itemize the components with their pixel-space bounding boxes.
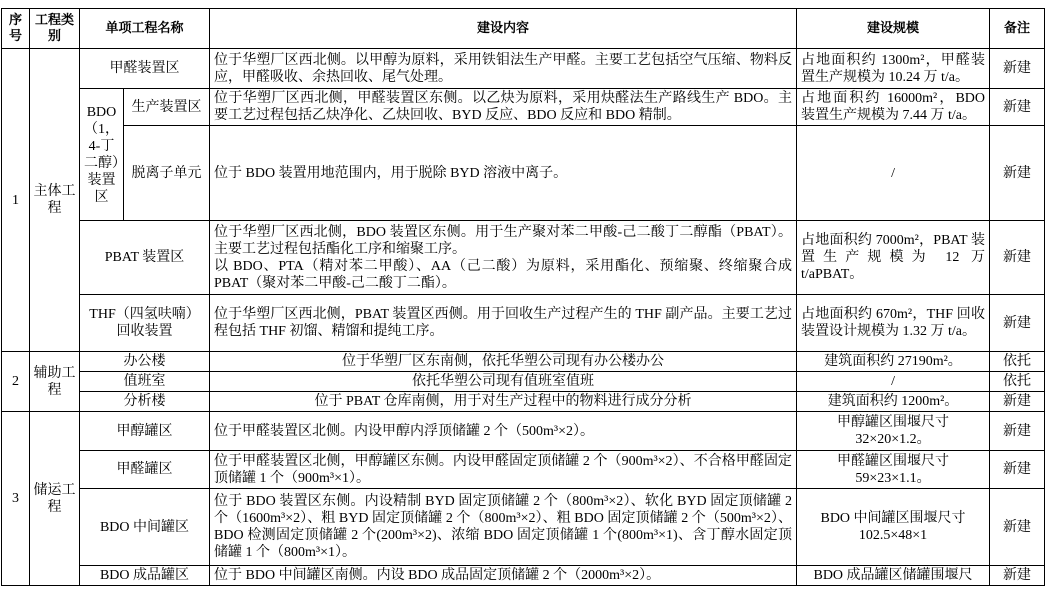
table-row (2, 566, 1045, 586)
project-scale: / (797, 126, 990, 221)
project-name: THF（四氢呋喃）回收装置 (80, 295, 210, 352)
scale-line: 32×20×1.2。 (855, 432, 931, 447)
table-row (2, 49, 1045, 89)
table-row (2, 451, 1045, 489)
project-scale: 建筑面积约 1200m²。 (797, 392, 990, 412)
project-content: 依托华塑公司现有值班室值班 (210, 372, 797, 392)
group-category: 辅助工程 (30, 352, 80, 412)
header-row (2, 9, 1045, 49)
table-row (2, 126, 1045, 221)
project-note: 新建 (990, 392, 1045, 412)
project-scale: BDO 成品罐区储罐围堰尺 (797, 566, 990, 586)
project-composition-table (1, 8, 1045, 586)
project-note: 新建 (990, 412, 1045, 451)
project-content: 位于华塑厂区东南侧，依托华塑公司现有办公楼办公 (210, 352, 797, 372)
header-note: 备注 (990, 9, 1045, 49)
project-note: 新建 (990, 89, 1045, 126)
project-content: 位于华塑厂区西北侧。以甲醇为原料，采用铁钼法生产甲醛。主要工艺包括空气压缩、物料反应，甲醛吸收、余热回收、尾气处理。 (210, 49, 797, 89)
scale-line: 59×23×1.1。 (855, 470, 931, 486)
project-name: BDO 中间罐区 (80, 489, 210, 566)
project-content: 位于华塑厂区西北侧，甲醛装置区东侧。以乙炔为原料，采用炔醛法生产路线生产 BDO。主要工艺过程包括乙炔净化、乙炔回收、BYD 反应、BDO 反应和 BDO 精制。 (210, 89, 797, 126)
project-scale (797, 412, 990, 451)
header-seq: 序号 (2, 9, 30, 49)
group-category: 主体工程 (30, 49, 80, 352)
group-seq: 2 (2, 352, 30, 412)
scale-line: 甲醛罐区围堰尺寸 (837, 453, 950, 469)
project-note: 新建 (990, 221, 1045, 295)
project-scale: 占地面积约 670m²，THF 回收装置设计规模为 1.32 万 t/a。 (797, 295, 990, 352)
table-row (2, 89, 1045, 126)
project-scale (797, 489, 990, 566)
project-content (210, 221, 797, 295)
table-row (2, 372, 1045, 392)
project-note: 新建 (990, 49, 1045, 89)
project-scale: 占地面积约 16000m²，BDO 装置生产规模为 7.44 万 t/a。 (797, 89, 990, 126)
scale-line: 102.5×48×1 (858, 528, 928, 543)
header-scale: 建设规模 (797, 9, 990, 49)
project-note: 新建 (990, 566, 1045, 586)
project-name: 甲醛装置区 (80, 49, 210, 89)
header-name: 单项工程名称 (80, 9, 210, 49)
table-row (2, 221, 1045, 295)
table-row (2, 352, 1045, 372)
header-content: 建设内容 (210, 9, 797, 49)
project-scale: / (797, 372, 990, 392)
project-scale: 占地面积约 1300m²，甲醛装置生产规模为 10.24 万 t/a。 (797, 49, 990, 89)
project-scale: 建筑面积约 27190m²。 (797, 352, 990, 372)
subgroup-name: BDO（1，4-丁二醇）装置区 (80, 89, 124, 221)
project-note: 依托 (990, 372, 1045, 392)
table-row (2, 489, 1045, 566)
project-scale (797, 451, 990, 489)
project-name: 脱离子单元 (124, 126, 210, 221)
group-seq: 1 (2, 49, 30, 352)
project-content: 位于甲醛装置区北侧。内设甲醇内浮顶储罐 2 个（500m³×2）。 (210, 412, 797, 451)
project-name: BDO 成品罐区 (80, 566, 210, 586)
project-note: 新建 (990, 451, 1045, 489)
scale-line: BDO 中间罐区围堰尺寸 (820, 511, 966, 526)
group-category: 储运工程 (30, 412, 80, 586)
content-line: 位于华塑厂区西北侧，BDO 装置区东侧。用于生产聚对苯二甲酸-己二酸丁二醇酯（PBAT）。主要工艺过程包括酯化工序和缩聚工序。 (214, 224, 793, 257)
project-note: 新建 (990, 126, 1045, 221)
project-content: 位于甲醛装置区北侧，甲醇罐区东侧。内设甲醛固定顶储罐 2 个（900m³×2）、不合格甲醛固定顶储罐 1 个（900m³×1）。 (210, 451, 797, 489)
project-note: 新建 (990, 295, 1045, 352)
table-row (2, 295, 1045, 352)
project-name: 甲醇罐区 (80, 412, 210, 451)
project-name: 值班室 (80, 372, 210, 392)
table-row (2, 392, 1045, 412)
project-name: PBAT 装置区 (80, 221, 210, 295)
project-name: 分析楼 (80, 392, 210, 412)
project-name: 甲醛罐区 (80, 451, 210, 489)
project-content: 位于 BDO 装置区东侧。内设精制 BYD 固定顶储罐 2 个（800m³×2）、软化 BYD 固定顶储罐 2 个（1600m³×2）、粗 BYD 固定顶储罐 2 个（800m³×2）、粗 BDO 固定顶储罐 2 个（500m³×2）、BDO 检测固定顶储罐 2 个(200m³×2)、浓缩 BDO 固定顶储罐 1 个(800m³×1)、含丁醇水固定顶储罐 1 个（800m³×1）。 (210, 489, 797, 566)
project-content: 位于华塑厂区西北侧，PBAT 装置区西侧。用于回收生产过程产生的 THF 副产品。主要工艺过程包括 THF 初馏、精馏和提纯工序。 (210, 295, 797, 352)
header-category: 工程类别 (30, 9, 80, 49)
scale-line: 甲醇罐区围堰尺寸 (837, 415, 950, 430)
project-note: 依托 (990, 352, 1045, 372)
table-row (2, 412, 1045, 451)
project-scale: 占地面积约 7000m²，PBAT 装置生产规模为 12 万 t/aPBAT。 (797, 221, 990, 295)
content-line: 以 BDO、PTA（精对苯二甲酸）、AA（己二酸）为原料，采用酯化、预缩聚、终缩聚合成 PBAT（聚对苯二甲酸-己二酸丁二酯）。 (214, 258, 793, 291)
project-note: 新建 (990, 489, 1045, 566)
project-name: 生产装置区 (124, 89, 210, 126)
project-name: 办公楼 (80, 352, 210, 372)
project-content: 位于 PBAT 仓库南侧，用于对生产过程中的物料进行成分分析 (210, 392, 797, 412)
project-content: 位于 BDO 中间罐区南侧。内设 BDO 成品固定顶储罐 2 个（2000m³×2）。 (210, 566, 797, 586)
project-content: 位于 BDO 装置用地范围内，用于脱除 BYD 溶液中离子。 (210, 126, 797, 221)
group-seq: 3 (2, 412, 30, 586)
